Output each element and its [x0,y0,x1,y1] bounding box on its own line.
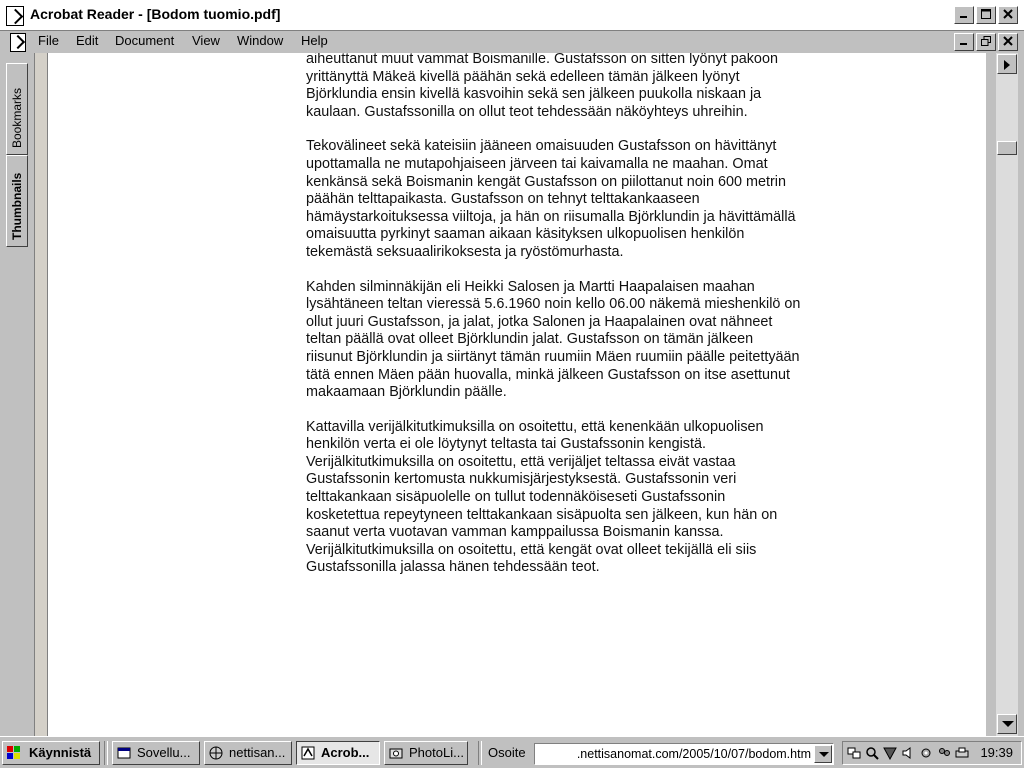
scroll-down-button[interactable] [997,714,1017,734]
browser-icon [209,746,223,760]
taskbar-button-label: Acrob... [321,745,370,760]
address-label: Osoite [488,745,526,760]
menu-document[interactable]: Document [115,33,175,48]
system-tray [842,741,1022,765]
shield-icon[interactable] [883,746,897,760]
close-button[interactable] [998,6,1018,24]
doc-close-button[interactable] [998,33,1018,51]
program-icon [117,746,131,760]
restore-icon [981,36,991,46]
address-bar[interactable] [534,743,834,765]
window-title: Acrobat Reader - [Bodom tuomio.pdf] [30,6,281,22]
taskbar [0,736,1024,768]
volume-icon[interactable] [901,746,915,760]
maximize-icon [981,9,991,19]
vertical-scrollbar[interactable] [996,53,1018,736]
taskbar-button-sovellu[interactable] [112,741,200,765]
address-input[interactable] [537,746,811,762]
taskbar-button-label: Sovellu... [137,745,191,760]
taskbar-button-label: nettisan... [229,745,286,760]
tab-thumbnails-label: Thumbnails [10,172,24,240]
search-icon[interactable] [865,746,879,760]
photo-icon [389,746,403,760]
minimize-button[interactable] [954,6,974,24]
tab-bookmarks-label: Bookmarks [10,87,24,148]
menu-bar [0,31,1024,53]
taskbar-separator [104,741,108,765]
start-label: Käynnistä [29,745,92,760]
doc-restore-button[interactable] [976,33,996,51]
close-icon [1003,9,1013,19]
document-icon[interactable] [10,33,26,52]
windows-logo-icon [7,746,21,760]
network-icon[interactable] [847,746,861,760]
scroll-up-button[interactable] [997,54,1017,74]
minimize-icon [959,9,969,19]
acrobat-icon [301,746,315,760]
people-icon[interactable] [937,746,951,760]
maximize-button[interactable] [976,6,996,24]
tab-bookmarks[interactable] [6,63,28,155]
pane-splitter[interactable] [34,53,48,736]
taskbar-button-acrobat[interactable] [296,741,380,765]
paragraph: Tekovälineet sekä kateisiin jääneen omaisuuden Gustafsson on hävittänyt upottamalla ne mutapohjaiseen järveen tai kaivamalla ne maahan. Omat kenkänsä sekä Boismanin kengät Gustafsson on piilottanut noin 600 metrin päähän telttapaikasta. Gustafsson on tehnyt telttakankaaseen hämäystarkoituksessa viiltoja, ja hän on riisumalla Björklundin ja hävittämällä omaisuutta pyrkinyt saaman aikaan käsityksen ulkopuolisen henkilön tekemästä seksuaalirikoksesta ja ryöstömurhasta. [306,138,796,260]
taskbar-button-photolightbox[interactable] [384,741,468,765]
tab-thumbnails[interactable] [6,155,28,247]
pdf-page [306,53,876,594]
paragraph: Kattavilla verijälkitutkimuksilla on osoitettu, että kenenkään ulkopuolisen henkilön verta ei ole löytynyt teltasta tai Gustafssonin kengistä. Verijälkitutkimuksilla on osoitettu, että verijäljet teltassa eivät vastaa Gustafssonin kertomusta nukkumisjärjestyksestä. Gustafssonin veri telttakankaan sisäpuolelle on tullut todennäköiseseti Gustafssonin kosketettua repeytyneen telttakankaan sisäpuolta sen jälkeen, kun hän on saanut verta vuotavan vamman kamppailussa Boismanin kanssa. Verijälkitutkimuksilla on osoitettu, että kengät ovat olleet tekijällä eli siis Gustafssonilla jalassa hänen tehdessään teot. [306,418,778,576]
doc-minimize-button[interactable] [954,33,974,51]
printer-icon[interactable] [955,746,969,760]
menu-view[interactable]: View [192,33,220,48]
title-bar [0,0,1024,31]
menu-help[interactable]: Help [301,33,328,48]
paragraph: aiheuttanut muut vammat Boismanille. Gustafsson on sitten lyönyt pakoon yrittänyttä Mäkeä kivellä päähän sekä edelleen tämän jälkeen lyönyt Björklundia ensin kivellä kasvoihin sekä sen jälkeen puukolla niskaan ja kaulaan. Gustafssonilla on ollut teot tehdessään näköyhteys uhreihin. [306,53,778,120]
start-button[interactable] [2,741,100,765]
menu-edit[interactable]: Edit [76,33,99,48]
navigation-pane-tabs [0,53,34,736]
acrobat-app-icon[interactable] [6,6,24,26]
paragraph: Kahden silminnäkijän eli Heikki Salosen ja Martti Haapalaisen maahan lysähtäneen teltan vieressä 5.6.1960 noin kello 06.00 näkemä mieshenkilö on ollut juuri Gustafsson, ja jalat, jotka Salonen ja Haapalainen ovat nähneet teltan päällä ovat olleet Björklundin jalat. Gustafsson on tämän jälkeen riisunut Björklundin ja siirtänyt tämän ruumiin Mäen ruumiin päälle peitettyään tätä ennen Mäen pään huovalla, minkä jälkeen Gustafsson on itse asettunut makaamaan Björklundin päälle. [306,278,801,401]
menu-window[interactable]: Window [237,33,284,48]
settings-icon[interactable] [919,746,933,760]
document-view[interactable] [48,53,986,736]
address-dropdown-button[interactable] [814,745,832,763]
menu-file[interactable]: File [38,33,59,48]
taskbar-button-nettisanomat[interactable] [204,741,292,765]
taskbar-separator [478,741,482,765]
close-icon [1003,36,1013,46]
clock[interactable]: 19:39 [980,745,1013,760]
scroll-thumb[interactable] [997,141,1017,155]
minimize-icon [959,36,969,46]
window-edge [1018,53,1024,736]
taskbar-button-label: PhotoLi... [409,745,464,760]
